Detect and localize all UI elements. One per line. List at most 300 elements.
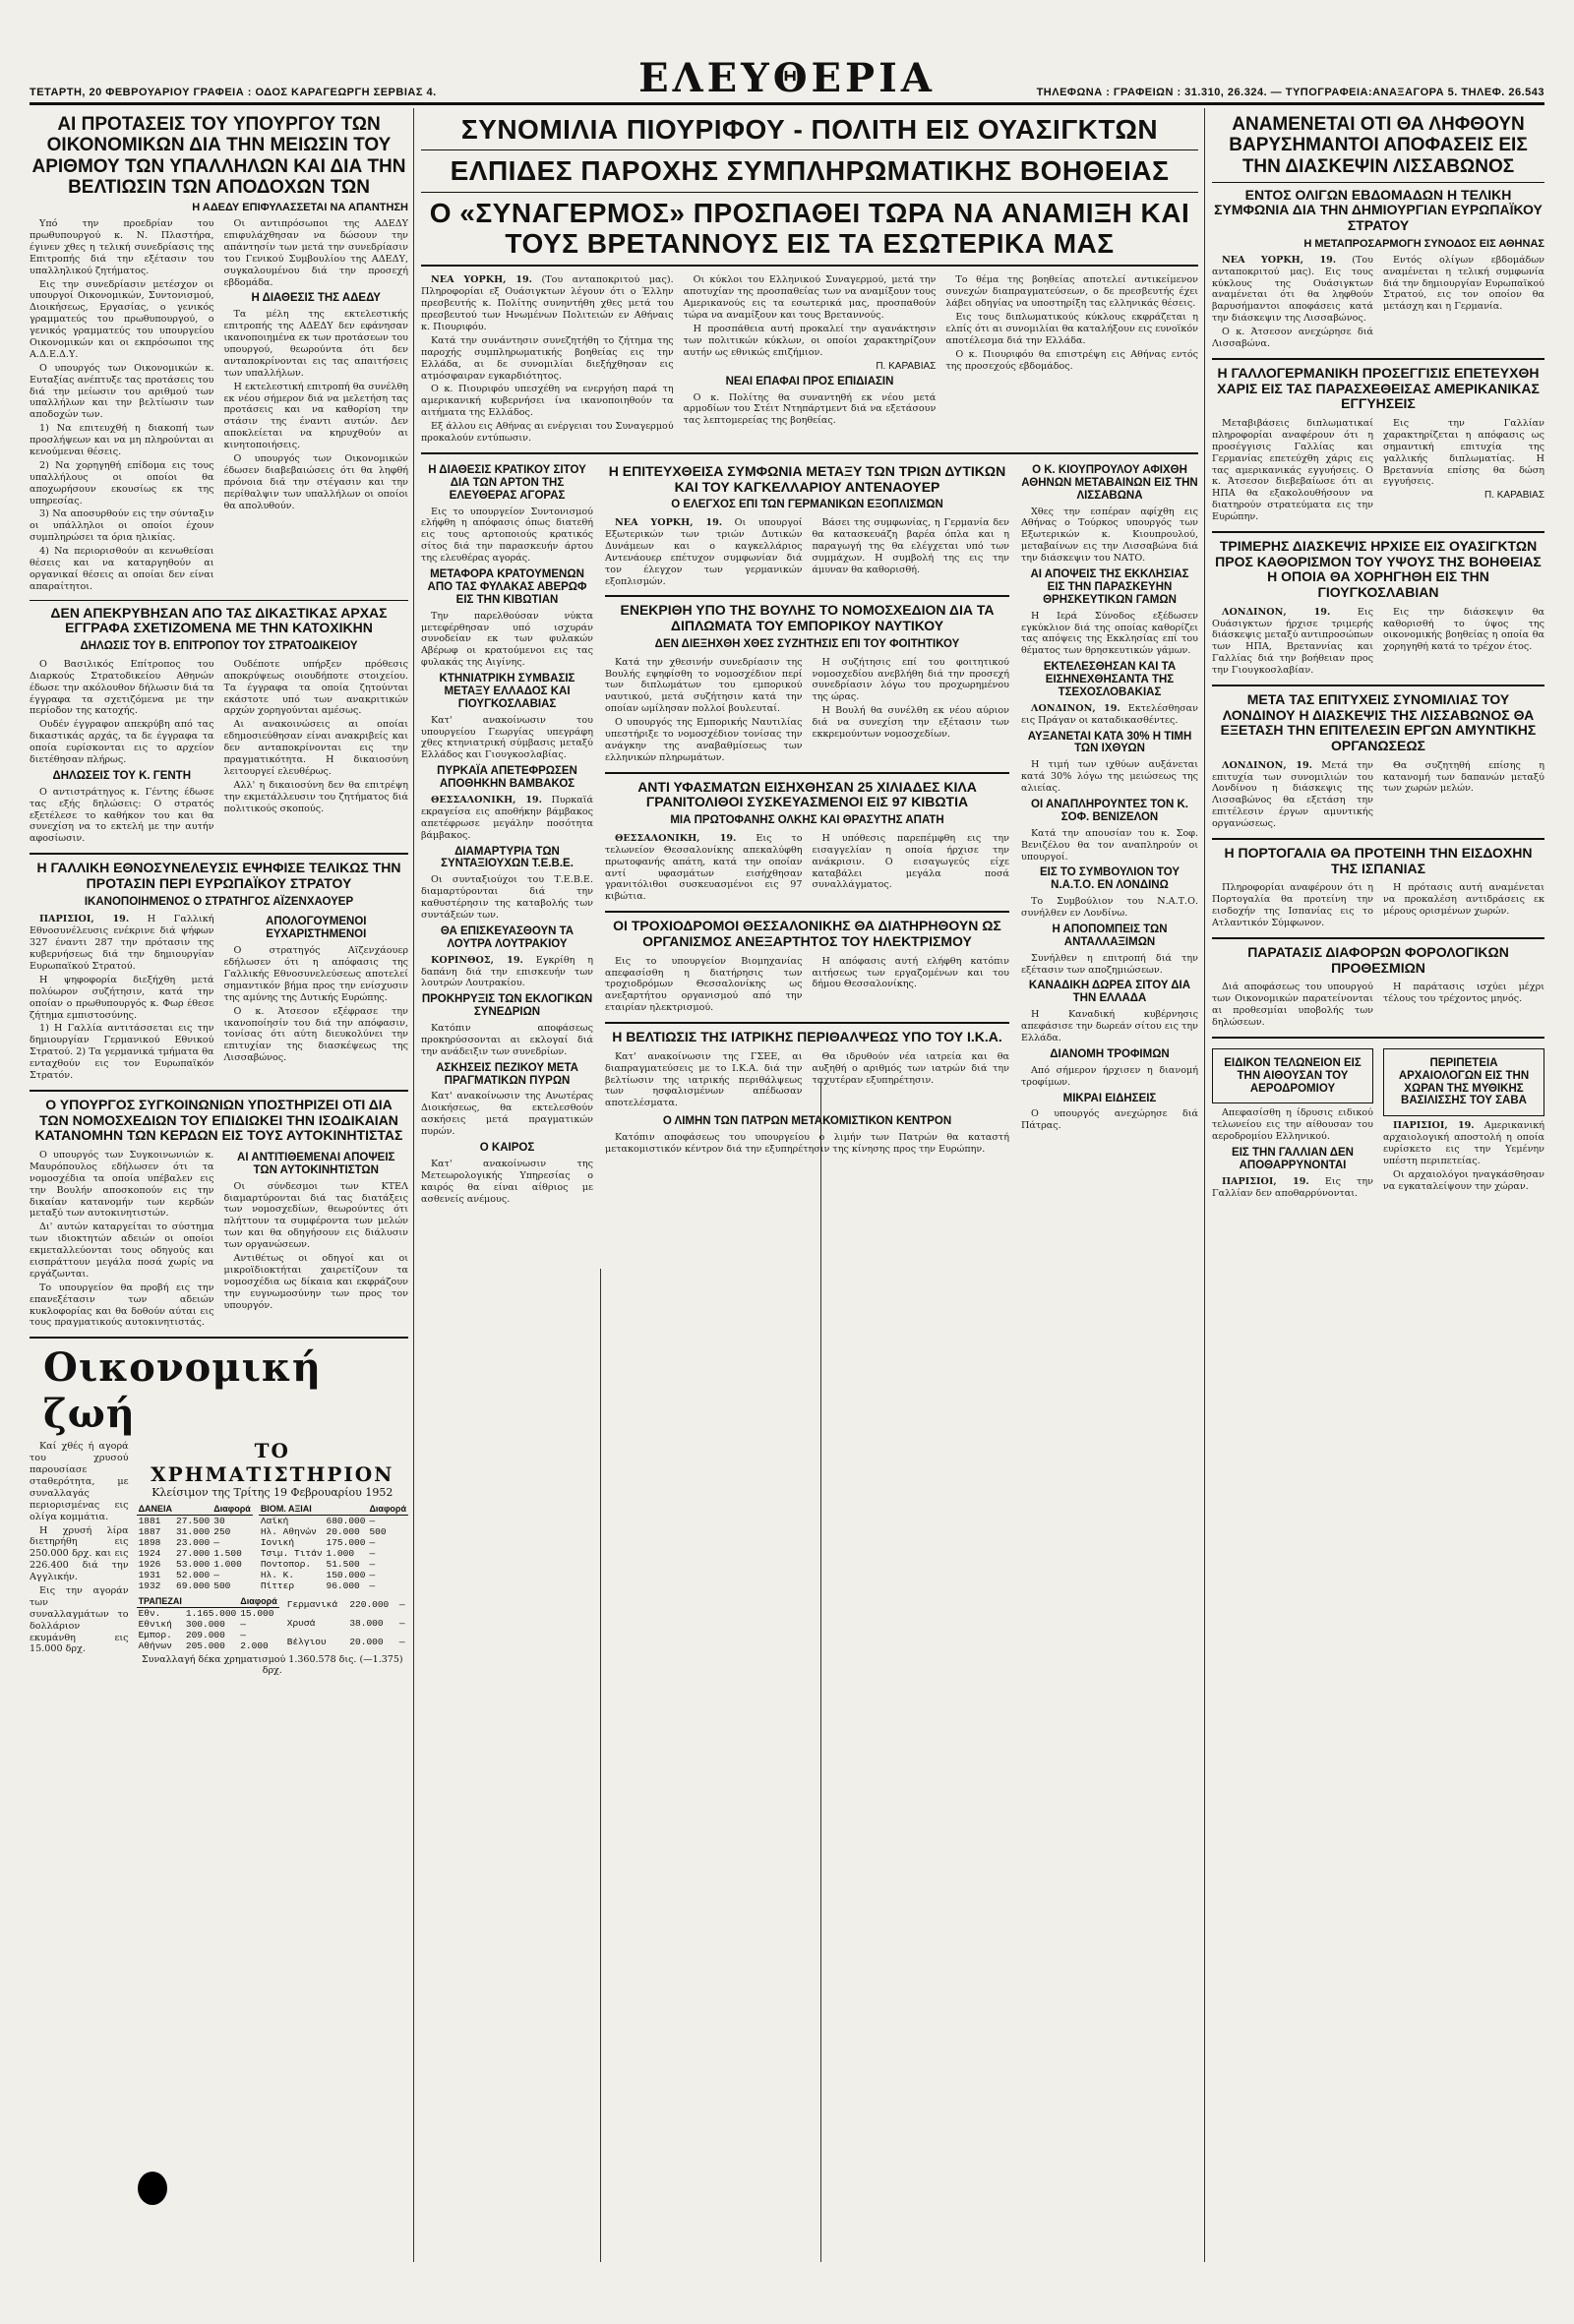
rule [421, 192, 1198, 193]
table-cell: 1932 [138, 1580, 161, 1592]
headline-archives: ΔΕΝ ΑΠΕΚΡΥΒΗΣΑΝ ΑΠΟ ΤΑΣ ΔΙΚΑΣΤΙΚΑΣ ΑΡΧΑΣ ΕΓΓΡΑΦΑ ΣΧΕΤΙΖΟΜΕΝΑ ΜΕ ΤΗΝ ΚΑΤΟΧΙΚΗΝ [50, 604, 388, 636]
paragraph: Ο κ. Άτσεσον εξέφρασε την ικανοποίησίν του διά την απόφασιν, τονίσας ότι αύτη διευκολύνει την επιτυχίαν της διασκέψεως της Λισσαβώνος. [223, 1005, 408, 1064]
column-divider [1204, 108, 1205, 2262]
headline-archaeology: ΠΕΡΙΠΕΤΕΙΑ ΑΡΧΑΙΟΛΟΓΩΝ ΕΙΣ ΤΗΝ ΧΩΡΑΝ ΤΗΣ ΜΥΘΙΚΗΣ ΒΑΣΙΛΙΣΣΗΣ ΤΟΥ ΣΑΒΑ [1398, 1056, 1530, 1107]
paragraph: ΠΑΡΙΣΙΟΙ, 19. Εις την Γαλλίαν δεν αποθαρρύνονται. [1212, 1175, 1373, 1199]
byline-athens: Η ΜΕΤΑΠΡΟΣΑΡΜΟΓΗ ΣΥΝΟΔΟΣ ΕΙΣ ΑΘΗΝΑΣ [1303, 237, 1544, 250]
column-left [30, 110, 408, 2274]
subhead-thanks: ΑΠΟΛΟΓΟΥΜΕΝΟΙ ΕΥΧΑΡΙΣΤΗΜΕΝΟΙ [266, 916, 367, 941]
box-customs [1212, 1048, 1373, 1104]
paragraph: Εις την Γαλλίαν χαρακτηρίζεται η απόφασις ως σημαντική επιτυχία της γαλλικής διπλωματίας. Η Βρεταννία επίσης θα δώση εγγυήσεις. [1383, 417, 1544, 488]
table-cell: 96.000 [326, 1580, 360, 1592]
table-cell: Ποντοπορ. [260, 1559, 312, 1571]
headline-ika: Η ΒΕΛΤΙΩΣΙΣ ΤΗΣ ΙΑΤΡΙΚΗΣ ΠΕΡΙΘΑΛΨΕΩΣ ΥΠΟ ΤΟΥ Ι.Κ.Α. [612, 1029, 1002, 1045]
article-body [30, 1148, 408, 1331]
rule [1212, 182, 1544, 183]
paragraph: Το υπουργείον θα προβή εις την επανεξέτασιν των αδειών κυκλοφορίας και θα δοθούν αύται εις τους πραγματικούς αυτοκινητιστάς. [30, 1281, 214, 1329]
table-cell: 51.500 [326, 1559, 360, 1571]
rule [605, 595, 1009, 597]
article-body [1212, 605, 1544, 679]
headline-repair: ΘΑ ΕΠΙΣΚΕΥΑΣΘΟΥΝ ΤΑ ΛΟΥΤΡΑ ΛΟΥΤΡΑΚΙΟΥ [440, 924, 575, 950]
table-cell: 1.000 [213, 1559, 242, 1571]
banks-table [137, 1595, 279, 1651]
headline-portugal: Η ΠΟΡΤΟΓΑΛΙΑ ΘΑ ΠΡΟΤΕΙΝΗ ΤΗΝ ΕΙΣΔΟΧΗΝ ΤΗΣ ΙΣΠΑΝΙΑΣ [1224, 845, 1533, 876]
paragraph: Θα ιδρυθούν νέα ιατρεία και θα αυξηθή ο αριθμός των ιατρών διά την ταχυτέραν εξυπηρέτησιν. [812, 1050, 1009, 1086]
article-body [605, 954, 1009, 1016]
table-cell: Βέλγιου [286, 1637, 327, 1648]
paragraph: Κατά την απουσίαν του κ. Σοφ. Βενιζέλου θα τον αναπληρούν οι υπουργοί. [1021, 827, 1198, 863]
industry-table [259, 1503, 408, 1591]
ink-blot [138, 2172, 167, 2205]
table-header: ΤΡΑΠΕΖΑΙ [138, 1596, 182, 1607]
headline-weather: Ο ΚΑΙΡΟΣ [479, 1142, 535, 1155]
column-2-lower [421, 460, 593, 1208]
table-cell: — [369, 1548, 376, 1560]
rule [605, 772, 1009, 774]
extra-table [285, 1595, 408, 1651]
paragraph: 2) Να χορηγηθή επίδομα εις τους υπαλλήλους οι οποίοι θα αποχωρήσουν εκουσίως εκ της υπηρεσίας. [30, 459, 214, 507]
signature: Π. ΚΑΡΑΒΙΑΣ [1483, 490, 1544, 502]
paragraph: Απεφασίσθη η ίδρυσις ειδικού τελωνείου εις την αίθουσαν του αεροδρομίου Ελληνικού. [1212, 1107, 1373, 1143]
table-row [137, 1608, 279, 1620]
article-body [605, 515, 1009, 589]
paragraph: Ο υπουργός των Οικονομικών κ. Ευταξίας ανέπτυξε τας προτάσεις του διά την μείωσιν του αριθμού των υπαλλήλων και την βελτίωσιν των αποδοχών των. [30, 362, 214, 421]
subhead-bill: ΔΕΝ ΔΙΕΞΗΧΘΗ ΧΘΕΣ ΣΥΖΗΤΗΣΙΣ ΕΠΙ ΤΟΥ ΦΟΙΤΗΤΙΚΟΥ [654, 637, 960, 650]
headline-trams: ΟΙ ΤΡΟΧΙΟΔΡΟΜΟΙ ΘΕΣΣΑΛΟΝΙΚΗΣ ΘΑ ΔΙΑΤΗΡΗΘΟΥΝ ΩΣ ΟΡΓΑΝΙΣΜΟΣ ΑΝΕΞΑΡΤΗΤΟΣ ΤΟΥ ΗΛΕΚΤΡΙΣΜΟΥ [613, 918, 1001, 949]
paragraph: Κατ' ανακοίνωσιν του υπουργείου Γεωργίας υπεγράφη χθες κτηνιατρική σύμβασις μεταξύ Ελλάδος και Γιουγκοσλαβίας. [421, 714, 593, 761]
table-header [184, 1595, 238, 1608]
headline-news: ΜΙΚΡΑΙ ΕΙΔΗΣΕΙΣ [1062, 1092, 1157, 1104]
paragraph: Δι' αυτών καταργείται το σύστημα των ιδιοκτητών αδειών οι οποίοι εκμεταλλεύονται τους οδηγούς και εισπράττουν μεγάλα ποσά χωρίς να εργάζωνται. [30, 1222, 214, 1280]
rule [605, 911, 1009, 913]
article-body [605, 655, 1009, 766]
headline-church: ΑΙ ΑΠΟΨΕΙΣ ΤΗΣ ΕΚΚΛΗΣΙΑΣ ΕΙΣ ΤΗΝ ΠΑΡΑΣΚΕΥΗΝ ΘΡΗΣΚΕΥΤΙΚΩΝ ΓΑΜΩΝ [1030, 567, 1189, 606]
table-header [325, 1503, 368, 1516]
paragraph: Την παρελθούσαν νύκτα μετεφέρθησαν υπό ισχυράν συνοδείαν εκ των φυλακών Αβέρωφ οι κρατούμενοι εις τας φυλακάς της Αιγίνης. [421, 610, 593, 669]
paragraph: Η συζήτησις επί του φοιτητικού νομοσχεδίου ανεβλήθη διά την προσεχή συνεδρίασιν λόγω του προχωρημένου της ώρας. [812, 656, 1009, 703]
rule [30, 1337, 408, 1339]
paragraph: Οι συνταξιούχοι του Τ.Ε.Β.Ε. διαμαρτύρονται διά την καθυστέρησιν της καταβολής των συντάξεών των. [421, 874, 593, 921]
table-cell: 150.000 [326, 1570, 366, 1581]
subhead-views: ΑΙ ΑΝΤΙΤΙΘΕΜΕΝΑΙ ΑΠΟΨΕΙΣ ΤΩΝ ΑΥΤΟΚΙΝΗΤΙΣΤΩΝ [237, 1151, 395, 1176]
headline-synagermos: Ο «ΣΥΝΑΓΕΡΜΟΣ» ΠΡΟΣΠΑΘΕΙ ΤΩΡΑ ΝΑ ΑΝΑΜΙΞΗ ΚΑΙ ΤΟΥΣ ΒΡΕΤΑΝΝΟΥΣ ΕΙΣ ΤΑ ΕΣΩΤΕΡΙΚΑ ΜΑΣ [429, 197, 1190, 260]
table-cell: 680.000 [326, 1516, 366, 1527]
paragraph: Κατόπιν αποφάσεως προκηρύσσονται αι εκλογαί διά την ανάδειξιν των συνεδρίων. [421, 1023, 593, 1057]
table-header [174, 1503, 212, 1516]
table-header: ΔΑΝΕΙΑ [138, 1504, 173, 1515]
table-row [259, 1580, 408, 1591]
headline-transport-minister: Ο ΥΠΟΥΡΓΟΣ ΣΥΓΚΟΙΝΩΝΙΩΝ ΥΠΟΣΤΗΡΙΖΕΙ ΟΤΙ ΔΙΑ ΤΩΝ ΝΟΜΟΣΧΕΔΙΩΝ ΤΟΥ ΕΠΙΔΙΩΚΕΙ ΤΗΝ ΙΣΟΔΙΚΑΙΑΝ ΚΑΤΑΝΟΜΗΝ ΤΩΝ ΚΕΡΔΩΝ ΕΙΣ ΤΟΥΣ ΑΥΤΟΚΙΝΗΤΙΣΤΑΣ [34, 1096, 403, 1144]
table-cell: 27.500 [176, 1516, 211, 1527]
paragraph: 4) Να περιορισθούν αι κενωθείσαι θέσεις και να καταργηθούν αι οργανικαί θέσεις αι οποίαι δεν είναι απαραίτητοι. [30, 546, 214, 592]
headline-execution: ΕΚΤΕΛΕΣΘΗΣΑΝ ΚΑΙ ΤΑ ΕΙΣΗΝΕΧΘΗΣΑΝΤΑ ΤΗΣ ΤΣΕΧΟΣΛΟΒΑΚΙΑΣ [1043, 661, 1177, 698]
table-header: Διαφορά [213, 1504, 251, 1515]
table-cell: — [213, 1537, 219, 1549]
paragraph: Κατ' ανακοίνωσιν της Μετεωρολογικής Υπηρεσίας ο καιρός θα είναι αίθριος με ασθενείς ανέμους. [421, 1158, 593, 1205]
article-body [1212, 416, 1544, 525]
paragraph: Ο κ. Άτσεσον ανεχώρησε διά Λισσαβώνα. [1212, 327, 1373, 350]
lead-article [421, 272, 1198, 446]
paragraph: Η Καναδική κυβέρνησις απεφάσισε την δωρεάν σίτου εις την Ελλάδα. [1021, 1009, 1198, 1044]
table-cell: 30 [213, 1516, 225, 1527]
article-body [30, 912, 408, 1083]
table-cell: Τσιμ. Τιτάν [260, 1548, 323, 1560]
table-cell: 2.000 [240, 1640, 269, 1652]
headline-tripartite: ΤΡΙΜΕΡΗΣ ΔΙΑΣΚΕΨΙΣ ΗΡΧΙΣΕ ΕΙΣ ΟΥΑΣΙΓΚΤΩΝ ΠΡΟΣ ΚΑΘΟΡΙΣΜΟΝ ΤΟΥ ΥΨΟΥΣ ΤΗΣ ΒΟΗΘΕΙΑΣ Η ΟΠΟΙΑ ΘΑ ΧΟΡΗΓΗΘΗ ΕΙΣ ΤΗΝ ΓΙΟΥΓΚΟΣΛΑΒΙΑΝ [1215, 537, 1542, 600]
table-cell: 1926 [138, 1559, 161, 1571]
paragraph: Ο υπουργός των Συγκοινωνιών κ. Μαυρόπουλος εδήλωσεν ότι τα νομοσχέδια τα οποία υπέβαλεν εις την Βουλήν αποσκοπούν εις την δικαίαν κατανομήν των κερδών μεταξύ των αυτοκινητιστών. [30, 1149, 214, 1220]
paragraph: Ο κ. Πιουριφόυ υπεσχέθη να ενεργήση παρά τη αμερικανική κυβερνήσει ίνα ικανοποιηθούν τα αιτήματα της Ελλάδος. [421, 384, 674, 419]
loans-rows [137, 1516, 253, 1592]
table-cell: — [369, 1559, 376, 1571]
rule [421, 265, 1198, 267]
paragraph: Ο στρατηγός Αϊζενχάουερ εδήλωσεν ότι η απόφασις της Γαλλικής Εθνοσυνελεύσεως αποτελεί σημαντικόν βήμα προς την ενίσχυσιν της αμύνης της Δυτικής Ευρώπης. [223, 945, 408, 1003]
date-line: ΤΕΤΑΡΤΗ, 20 ΦΕΒΡΟΥΑΡΙΟΥ ΓΡΑΦΕΙΑ : ΟΔΟΣ ΚΑΡΑΓΕΩΡΓΗ ΣΕΡΒΙΑΣ 4. [30, 87, 437, 98]
headline-kiouprouli: Ο Κ. ΚΙΟΥΠΡΟΥΛΟΥ ΑΦΙΧΘΗ ΑΘΗΝΩΝ ΜΕΤΑΒΑΙΝΩΝ ΕΙΣ ΤΗΝ ΛΙΣΣΑΒΩΝΑ [1021, 463, 1198, 502]
paragraph: Κατά την συνάντησιν συνεζητήθη το ζήτημα της παροχής συμπληρωματικής βοηθείας εις την Ελλάδα, αι δε συνομιλίαι διεξήχθησαν εις ατμόσφαιραν εγκαρδιότητος. [421, 334, 674, 382]
table-row [259, 1516, 408, 1527]
table-cell: 1887 [138, 1526, 161, 1538]
headline-wheat: ΚΑΝΑΔΙΚΗ ΔΩΡΕΑ ΣΙΤΟΥ ΔΙΑ ΤΗΝ ΕΛΛΑΔΑ [1028, 980, 1191, 1005]
table-cell: — [213, 1570, 219, 1581]
paragraph: Αλλ' η δικαιοσύνη δεν θα επιτρέψη την εκμετάλλευσιν του ζητήματος διά πολιτικούς σκοπούς. [223, 779, 408, 814]
paragraph: ΛΟΝΔΙΝΟΝ, 19. Εις Ουάσιγκτων ήρχισε τριμερής διάσκεψις μεταξύ αντιπροσώπων των ΗΠΑ, Βρεταννίας και Γαλλίας διά την βοήθειαν προς την Γιουγκοσλαβίαν. [1212, 606, 1373, 677]
table-cell: Εθνική [138, 1619, 172, 1631]
table-cell: 31.000 [176, 1526, 211, 1538]
paragraph: ΘΕΣΣΑΛΟΝΙΚΗ, 19. Πυρκαϊά εκραγείσα εις αποθήκην βάμβακος απετέφρωσε μεγάλην ποσότητα βάμβακος. [421, 795, 593, 841]
paragraph: Ο κ. Πολίτης θα συναντηθή εκ νέου μετά αρμοδίων του Στέιτ Ντηπάρτμεντ διά να εξετάσουν τας λεπτομερείας της βοηθείας. [683, 391, 937, 427]
paragraph: ΠΑΡΙΣΙΟΙ, 19. Αμερικανική αρχαιολογική αποστολή η οποία ευρίσκετο εις την Υεμένην υπέστη περιπετείας. [1383, 1120, 1544, 1167]
stock-market-box [137, 1439, 408, 1676]
header-rule [30, 102, 1544, 105]
paragraph: Καί χθές ή αγορά του χρυσού παρουσίασε σταθερότητα, με συναλλαγάς περιορισμένας εις ολίγα κομμάτια. [30, 1441, 129, 1522]
article-body [1212, 980, 1544, 1031]
table-row [137, 1570, 253, 1580]
extra-rows [285, 1595, 408, 1651]
paragraph: Οι κύκλοι του Ελληνικού Συναγερμού, μετά την αποτυχίαν της προσπαθείας των να αναμίξουν τους Αμερικανούς εις τα εσωτερικά μας, προσπαθούν τώρα να αναμίξουν και τους Βρεταννούς. [683, 274, 937, 322]
headline-fish: ΑΥΞΑΝΕΤΑΙ ΚΑΤΑ 30% Η ΤΙΜΗ ΤΩΝ ΙΧΘΥΩΝ [1027, 730, 1192, 755]
table-row [259, 1526, 408, 1537]
table-cell: Εμπορ. [138, 1630, 172, 1641]
table-cell: 23.000 [176, 1537, 211, 1549]
table-cell: 175.000 [326, 1537, 366, 1549]
table-cell: Πίττερ [260, 1580, 295, 1592]
table-cell: Ιονική [260, 1537, 295, 1549]
table-cell: 38.000 [349, 1618, 384, 1630]
paragraph: Από σήμερον ήρχισεν η διανομή τροφίμων. [1021, 1064, 1198, 1088]
column-4 [1021, 460, 1198, 1208]
paragraph: Εις την αγοράν των συναλλαγμάτων το δολλάριον εκυμάνθη εις 15.000 δρχ. [30, 1584, 129, 1655]
table-cell: 20.000 [349, 1637, 384, 1648]
table-cell: 53.000 [176, 1559, 211, 1571]
paragraph: Πληροφορίαι αναφέρουν ότι η Πορτογαλία θα προτείνη την εισδοχήν της Ισπανίας εις το Ατλαντικόν Σύμφωνον. [1212, 882, 1373, 929]
paragraph: Ο αντιστράτηγος κ. Γέντης έδωσε τας εξής δηλώσεις: Ο στρατός εξετέλεσε το καθήκον του και θα συνεχίση να το εκτελή με την αυτήν αφοσίωσιν. [30, 786, 214, 845]
paragraph: Αι ανακοινώσεις αι οποίαι εδημοσιεύθησαν είναι ανακριβείς και δεν ανταποκρίνονται εις την πραγματικότητα. Η δικαιοσύνη λειτουργεί ελευθέρως. [223, 719, 408, 777]
table-cell: 1.500 [213, 1548, 242, 1560]
paragraph: Ουδέποτε υπήρξεν πρόθεσις αποκρύψεως οιουδήποτε στοιχείου. Τα έγγραφα τα οποία ζητούνται εκάστοτε υπό των ανακριτικών αρχών χορηγούνται αμέσως. [223, 658, 408, 717]
headline-food: ΔΙΑΝΟΜΗ ΤΡΟΦΙΜΩΝ [1050, 1047, 1170, 1060]
headline-fire: ΠΥΡΚΑΪΑ ΑΠΕΤΕΦΡΩΣΕΝ ΑΠΟΘΗΚΗΝ ΒΑΜΒΑΚΟΣ [437, 765, 577, 791]
table-row [137, 1619, 279, 1630]
table-cell: 27.000 [176, 1548, 211, 1560]
table-cell: Ηλ. Κ. [260, 1570, 295, 1581]
loans-table [137, 1503, 253, 1591]
table-row [285, 1614, 408, 1633]
table-row [285, 1595, 408, 1614]
table-cell: — [369, 1580, 376, 1592]
headline-aid: ΕΛΠΙΔΕΣ ΠΑΡΟΧΗΣ ΣΥΜΠΛΗΡΩΜΑΤΙΚΗΣ ΒΟΗΘΕΙΑΣ [450, 155, 1170, 187]
economy-section [30, 1439, 408, 1676]
table-cell: — [398, 1599, 405, 1611]
paragraph: ΛΟΝΔΙΝΟΝ, 19. Εκτελέσθησαν εις Πράγαν οι καταδικασθέντες. [1021, 702, 1198, 726]
table-cell: — [398, 1618, 405, 1630]
paragraph: Η χρυσή λίρα διετηρήθη εις 250.000 δρχ. και εις 226.400 διά την Αγγλικήν. [30, 1524, 129, 1583]
paragraph: Διά αποφάσεως του υπουργού των Οικονομικών παρατείνονται αι προθεσμίαι υποβολής των δηλώσεων. [1212, 982, 1373, 1028]
rule [1212, 358, 1544, 360]
paragraph: Ο υπουργός της Εμπορικής Ναυτιλίας υπεστήριξε το νομοσχέδιον τονίσας την ανάγκην της αναβαθμίσεως των ελληνικών πληρωμάτων. [605, 717, 803, 763]
paragraph: Εις την συνεδρίασιν μετέσχον οι υπουργοί Οικονομικών, Συντονισμού, Διοικήσεως, Εργασίας, ο γενικός γραμματεύς του πρωθυπουργού, ο γενικός γραμματεύς του υπουργείου Οικονομικών και οι εκπρόσωποι της Α.Δ.Ε.Δ.Υ. [30, 278, 214, 360]
table-cell: 1.165.000 [185, 1608, 237, 1620]
rule [1212, 937, 1544, 939]
lower-center [421, 460, 1198, 1208]
paragraph: Η παράτασις ισχύει μέχρι τέλους του τρέχοντος μηνός. [1383, 982, 1544, 1005]
paragraph: Κατά την χθεσινήν συνεδρίασιν της Βουλής εψηφίσθη το νομοσχέδιον περί των διπλωμάτων του εμπορικού ναυτικού, μετά συζήτησιν κατά την οποίαν ωμίλησαν πολλοί βουλευταί. [605, 656, 803, 715]
headline-elections: ΠΡΟΚΗΡΥΞΙΣ ΤΩΝ ΕΚΛΟΓΙΚΩΝ ΣΥΝΕΔΡΙΩΝ [421, 993, 593, 1019]
paragraph: Εντός ολίγων εβδομάδων αναμένεται η τελική συμφωνία διά την δημιουργίαν Ευρωπαϊκού Στρατού, εις τον οποίον θα μετάσχη και η Γερμανία. [1383, 254, 1544, 313]
headline-transfer: ΜΕΤΑΦΟΡΑ ΚΡΑΤΟΥΜΕΝΩΝ ΑΠΟ ΤΑΣ ΦΥΛΑΚΑΣ ΑΒΕΡΩΦ ΕΙΣ ΤΗΝ ΚΙΒΩΤΙΑΝ [427, 567, 587, 606]
headline-grain: Η ΔΙΑΘΕΣΙΣ ΚΡΑΤΙΚΟΥ ΣΙΤΟΥ ΔΙΑ ΤΩΝ ΑΡΤΟΝ ΤΗΣ ΕΛΕΥΘΕΡΑΣ ΑΓΟΡΑΣ [428, 463, 586, 502]
subhead-gentis: ΔΗΛΩΣΕΙΣ ΤΟΥ Κ. ΓΕΝΤΗ [52, 769, 192, 782]
subhead-new-contacts: ΝΕΑΙ ΕΠΑΦΑΙ ΠΡΟΣ ΕΠΙΔΙΑΣΙΝ [725, 375, 894, 387]
paragraph: 3) Να αποσυρθούν εις την σύνταξιν οι υπάλληλοι οι οποίοι έχουν συμπληρώσει τα όρια ηλικίας. [30, 508, 214, 544]
economy-title: Οικονομική ζωή [43, 1344, 322, 1438]
headline-agreement: Η ΕΠΙΤΕΥΧΘΕΙΣΑ ΣΥΜΦΩΝΙΑ ΜΕΤΑΞΥ ΤΩΝ ΤΡΙΩΝ ΔΥΤΙΚΩΝ ΚΑΙ ΤΟΥ ΚΑΓΚΕΛΛΑΡΙΟΥ ΑΝΤΕΝΑΟΥΕΡ [608, 462, 1006, 495]
table-cell: Χρυσά [286, 1618, 316, 1630]
paragraph: Κατόπιν αποφάσεως του υπουργείου ο λιμήν των Πατρών θα καταστή μετακομιστικόν κέντρον διά την εξυπηρέτησιν της κίνησης προς την Ευρώπην. [605, 1132, 1009, 1155]
table-cell: 1931 [138, 1570, 161, 1581]
table-row [259, 1537, 408, 1548]
paragraph: Εις το υπουργείον Συντονισμού ελήφθη η απόφασις όπως διατεθή εις τους αρτοποιούς κρατικός σίτος διά την παρασκευήν άρτου της ελευθέρας αγοράς. [421, 506, 593, 565]
table-cell: — [369, 1570, 376, 1581]
headline-french-assembly: Η ΓΑΛΛΙΚΗ ΕΘΝΟΣΥΝΕΛΕΥΣΙΣ ΕΨΗΦΙΣΕ ΤΕΛΙΚΩΣ ΤΗΝ ΠΡΟΤΑΣΙΝ ΠΕΡΙ ΕΥΡΩΠΑΪΚΟΥ ΣΤΡΑΤΟΥ [36, 860, 401, 891]
headline-london-talks: ΜΕΤΑ ΤΑΣ ΕΠΙΤΥΧΕΙΣ ΣΥΝΟΜΙΛΙΑΣ ΤΟΥ ΛΟΝΔΙΝΟΥ Η ΔΙΑΣΚΕΨΙΣ ΤΗΣ ΛΙΣΣΑΒΩΝΟΣ ΘΑ ΕΞΕΤΑΣΗ ΤΗΝ ΕΠΙΤΕΛΕΣΙΝ ΕΡΓΩΝ ΑΜΥΝΤΙΚΗΣ ΟΡΓΑΝΩΣΕΩΣ [1220, 691, 1537, 754]
table-cell: — [240, 1619, 246, 1631]
paragraph: ΝΕΑ ΥΟΡΚΗ, 19. (Του ανταποκριτού μας). Εις τους κύκλους της Ουάσιγκτων αναμένεται ότι θα ληφθούν βαρυσήμαντοι αποφάσεις κατά την διάσκεψιν της Λισσαβώνος. [1212, 254, 1373, 325]
paragraph: Η τιμή των ιχθύων αυξάνεται κατά 30% λόγω της μειώσεως της αλιείας. [1021, 759, 1198, 795]
rule [30, 1090, 408, 1092]
paragraph: Ο Βασιλικός Επίτροπος του Διαρκούς Στρατοδικείου Αθηνών έδωσε την ακόλουθον δήλωσιν διά τα έγγραφα τα σχετιζόμενα με την περίοδον της κατοχής. [30, 658, 214, 717]
table-row [137, 1559, 253, 1570]
subhead-agreement: Ο ΕΛΕΓΧΟΣ ΕΠΙ ΤΩΝ ΓΕΡΜΑΝΙΚΩΝ ΕΞΟΠΛΙΣΜΩΝ [671, 499, 943, 511]
headline-patra: Ο ΛΙΜΗΝ ΤΩΝ ΠΑΤΡΩΝ ΜΕΤΑΚΟΜΙΣΤΙΚΟΝ ΚΕΝΤΡΟΝ [662, 1115, 952, 1128]
paragraph: Εις το υπουργείον Βιομηχανίας απεφασίσθη η διατήρησις των τροχιοδρόμων Θεσσαλονίκης ως ανεξαρτήτου οργανισμού από την εταιρίαν ηλεκτρισμού. [605, 955, 803, 1014]
paragraph: Μεταβιβάσεις διπλωματικαί πληροφορίαι αναφέρουν ότι η προσέγγισις Γαλλίας και Γερμανίας επετεύχθη χάρις εις τας αμερικανικάς εγγυήσεις. Ο κ. Άτσεσον διεβεβαίωσε ότι αι ΗΠΑ θα εξακολουθήσουν να διατηρούν στρατεύματα εις την Ευρώπην. [1212, 417, 1373, 523]
paragraph: Οι αρχαιολόγοι ηναγκάσθησαν να εγκαταλείψουν την χώραν. [1383, 1168, 1544, 1192]
subhead-fraud: ΜΙΑ ΠΡΩΤΟΦΑΝΗΣ ΟΛΚΗΣ ΚΑΙ ΘΡΑΣΥΤΗΣ ΑΠΑΤΗ [670, 814, 944, 827]
table-row [137, 1526, 253, 1537]
paragraph: Το Συμβούλιον του Ν.Α.Τ.Ο. συνήλθεν εν Λονδίνω. [1021, 896, 1198, 920]
phones-line: ΤΗΛΕΦΩΝΑ : ΓΡΑΦΕΙΩΝ : 31.310, 26.324. — ΤΥΠΟΓΡΑΦΕΙΑ:ΑΝΑΞΑΓΟΡΑ 5. ΤΗΛΕΦ. 26.543 [1036, 87, 1544, 98]
table-row [259, 1570, 408, 1580]
article-body [30, 657, 408, 847]
bottom-boxes [1212, 1044, 1544, 1202]
paragraph: Η εκτελεστική επιτροπή θα συνέλθη εκ νέου σήμερον διά να μελετήση τας προτάσεις και να καθορίση την στάσιν της έναντι αυτών. Δεν αποκλείεται να κηρυχθούν αι κινητοποιήσεις. [223, 381, 408, 451]
headline-fisheries: ΚΤΗΝΙΑΤΡΙΚΗ ΣΥΜΒΑΣΙΣ ΜΕΤΑΞΥ ΕΛΛΑΔΟΣ ΚΑΙ ΓΙΟΥΓΚΟΣΛΑΒΙΑΣ [439, 673, 575, 710]
paragraph: Θα συζητηθή επίσης η κατανομή των δαπανών μεταξύ των χωρών μελών. [1383, 759, 1544, 795]
headline-nato: ΕΙΣ ΤΟ ΣΥΜΒΟΥΛΙΟΝ ΤΟΥ Ν.Α.Τ.Ο. ΕΝ ΛΟΝΔΙΝΩ [1039, 866, 1180, 892]
table-cell: — [398, 1637, 405, 1648]
table-cell: 205.000 [185, 1640, 225, 1652]
subhead-eisenhower: ΙΚΑΝΟΠΟΙΗΜΕΝΟΣ Ο ΣΤΡΑΤΗΓΟΣ ΑΪΖΕΝΧΑΟΥΕΡ [84, 895, 354, 908]
paragraph: Οι σύνδεσμοι των ΚΤΕΛ διαμαρτύρονται διά τας διατάξεις των νομοσχεδίων, θεωρούντες ότι πλήττουν τα συμφέροντα των μελών των και θα οδηγήσουν εις διάλυσιν των οργανώσεων. [223, 1180, 408, 1251]
table-cell: 500 [213, 1580, 231, 1592]
table-row [137, 1580, 253, 1591]
subhead-adedy-mood: Η ΔΙΑΘΕΣΙΣ ΤΗΣ ΑΔΕΔΥ [251, 292, 381, 305]
dateline: ΝΕΑ ΥΟΡΚΗ, 19. [1222, 254, 1337, 266]
box-archaeology [1383, 1048, 1544, 1117]
banks-rows [137, 1608, 279, 1652]
article-body [1212, 253, 1544, 352]
dateline: ΝΕΑ ΥΟΡΚΗ, 19. [431, 274, 532, 286]
table-row [137, 1548, 253, 1559]
column-divider [413, 108, 414, 2262]
article-body [30, 216, 408, 595]
subhead-archives: ΔΗΛΩΣΙΣ ΤΟΥ Β. ΕΠΙΤΡΟΠΟΥ ΤΟΥ ΣΤΡΑΤΟΔΙΚΕΙΟΥ [80, 640, 358, 653]
paragraph: Ο υπουργός των Οικονομικών έδωσεν διαβεβαιώσεις ότι θα ληφθή πρόνοια διά την στέγασιν και την περίθαλψιν των υπαλλήλων οι οποίοι θα απολυθούν. [223, 452, 408, 511]
table-cell: 1.000 [326, 1548, 355, 1560]
subhead-adedy: Η ΑΔΕΔΥ ΕΠΙΦΥΛΑΣΣΕΤΑΙ ΝΑ ΑΠΑΝΤΗΣΗ [192, 202, 408, 214]
table-row [137, 1516, 253, 1527]
headline-european-army: ΕΝΤΟΣ ΟΛΙΓΩΝ ΕΒΔΟΜΑΔΩΝ Η ΤΕΛΙΚΗ ΣΥΜΦΩΝΙΑ ΔΙΑ ΤΗΝ ΔΗΜΙΟΥΡΓΙΑΝ ΕΥΡΩΠΑΪΚΟΥ ΣΤΡΑΤΟΥ [1214, 186, 1543, 234]
column-right [1212, 110, 1544, 2274]
table-cell: — [240, 1630, 246, 1641]
table-row [259, 1548, 408, 1559]
article-body [605, 831, 1009, 905]
headline-ministry-proposals: ΑΙ ΠΡΟΤΑΣΕΙΣ ΤΟΥ ΥΠΟΥΡΓΟΥ ΤΩΝ ΟΙΚΟΝΟΜΙΚΩΝ ΔΙΑ ΤΗΝ ΜΕΙΩΣΙΝ ΤΟΥ ΑΡΙΘΜΟΥ ΤΩΝ ΥΠΑΛΛΗΛΩΝ ΚΑΙ ΔΙΑ ΤΗΝ ΒΕΛΤΙΩΣΙΝ ΤΩΝ ΑΠΟΔΟΧΩΝ ΤΩΝ [31, 114, 406, 198]
paragraph: Κατ' ανακοίνωσιν της ΓΣΕΕ, αι διαπραγματεύσεις με το Ι.Κ.Α. διά την βελτίωσιν της ιατρικής περιθάλψεως των ησφαλισμένων απέδωσαν αποτελέσματα. [605, 1050, 803, 1109]
table-cell: 15.000 [240, 1608, 274, 1620]
table-cell: Γερμανικά [286, 1599, 338, 1611]
column-center [421, 110, 1198, 2274]
headline-tax: ΠΑΡΑΤΑΣΙΣ ΔΙΑΦΟΡΩΝ ΦΟΡΟΛΟΓΙΚΩΝ ΠΡΟΘΕΣΜΙΩΝ [1247, 943, 1509, 976]
table-cell: 1924 [138, 1548, 161, 1560]
paragraph: Η Βουλή θα συνέλθη εκ νέου αύριον διά να συνεχίση την εξέτασιν των εκκρεμούντων νομοσχεδίων. [812, 705, 1009, 741]
headline-protest: ΔΙΑΜΑΡΤΥΡΙΑ ΤΩΝ ΣΥΝΤΑΞΙΟΥΧΩΝ Τ.Ε.Β.Ε. [441, 845, 574, 870]
table-cell: 300.000 [185, 1619, 225, 1631]
table-row [259, 1559, 408, 1570]
paragraph: Βάσει της συμφωνίας, η Γερμανία δεν θα κατασκευάζη βαρέα όπλα και η παραγωγή της θα ελέγχεται υπό των συμμάχων. Η συμβολή της εις την άμυναν θα καθορισθή. [812, 517, 1009, 575]
rule [30, 853, 408, 855]
headline-fraud: ΑΝΤΙ ΥΦΑΣΜΑΤΩΝ ΕΙΣΗΧΘΗΣΑΝ 25 ΧΙΛΙΑΔΕΣ ΚΙΛΑ ΓΡΑΝΙΤΟΛΙΘΟΙ ΣΥΣΚΕΥΑΣΜΕΝΟΙ ΕΙΣ 97 ΚΙΒΩΤΙΑ [637, 778, 977, 810]
paragraph: Η προσπάθεια αυτή προκαλεί την αγανάκτησιν των πολιτικών κύκλων, οι οποίοι χαρακτηρίζουν αυτήν ως εθνικώς επιζήμιον. [683, 324, 937, 358]
paragraph: Αντιθέτως οι οδηγοί και οι μικροϊδιοκτήται χαιρετίζουν τα νομοσχέδια ως δίκαια και εκφράζουν την ευγνωμοσύνην των προς τον υπουργόν. [223, 1253, 408, 1311]
industry-rows [259, 1516, 408, 1592]
table-cell: 1898 [138, 1537, 161, 1549]
paragraph: Κατ' ανακοίνωσιν της Ανωτέρας Διοικήσεως, θα εκτελεσθούν ασκήσεις μετά πραγματικών πυρών. [421, 1091, 593, 1138]
paragraph: Η ψηφοφορία διεξήχθη μετά πολύωρον συζήτησιν, κατά την οποίαν ο πρωθυπουργός κ. Φωρ έθεσε ζήτημα εμπιστοσύνης. [30, 974, 214, 1021]
article-body [605, 1049, 1009, 1111]
table-cell: 220.000 [349, 1599, 390, 1611]
paragraph: Εις τους διπλωματικούς κύκλους εκφράζεται η ελπίς ότι αι συνομιλίαι θα καταλήξουν εις ευνοϊκόν αποτέλεσμα διά την Ελλάδα. [945, 312, 1198, 346]
rule [1212, 531, 1544, 533]
table-header: ΒΙΟΜ. ΑΞΙΑΙ [259, 1503, 325, 1516]
table-cell: Εθν. [138, 1608, 161, 1620]
market-footnote: Συναλλαγή δέκα χρηματισμού 1.360.578 δις. (—1.375) δρχ. [141, 1654, 403, 1677]
article-body [1212, 880, 1544, 931]
table-cell: — [369, 1516, 376, 1527]
paragraph: Χθες την εσπέραν αφίχθη εις Αθήνας ο Τούρκος υπουργός των Εξωτερικών κ. Κιουπρουλού, μεταβαίνων εις την Λισσαβώνα διά την διάσκεψιν του ΝΑΤΟ. [1021, 506, 1198, 565]
headline-customs: ΕΙΔΙΚΟΝ ΤΕΛΩΝΕΙΟΝ ΕΙΣ ΤΗΝ ΑΙΘΟΥΣΑΝ ΤΟΥ ΑΕΡΟΔΡΟΜΙΟΥ [1224, 1056, 1362, 1095]
table-cell: 20.000 [326, 1526, 360, 1538]
table-cell: 209.000 [185, 1630, 225, 1641]
paragraph: ΛΟΝΔΙΝΟΝ, 19. Μετά την επιτυχία των συνομιλιών του Λονδίνου η διάσκεψις της Λισσαβώνος θα εξετάση την επιτέλεσιν έργων αμυντικής οργανώσεως. [1212, 759, 1373, 830]
table-cell: Ηλ. Αθηνών [260, 1526, 317, 1538]
paragraph: ΠΑΡΙΣΙΟΙ, 19. Η Γαλλική Εθνοσυνέλευσις ενέκρινε διά ψήφων 327 έναντι 287 την πρότασιν της κυβερνήσεως διά την δημιουργίαν Ευρωπαϊκού Στρατού. [30, 914, 214, 973]
headline-peurifoy: ΣΥΝΟΜΙΛΙΑ ΠΙΟΥΡΙΦΟΥ - ΠΟΛΙΤΗ ΕΙΣ ΟΥΑΣΙΓΚΤΩΝ [460, 114, 1159, 145]
paragraph: ΘΕΣΣΑΛΟΝΙΚΗ, 19. Εις το τελωνείον Θεσσαλονίκης απεκαλύφθη πρωτοφανής απάτη, κατά την οποίαν αντί υφασμάτων εισήχθησαν γρανιτόλιθοι συσκευασμένοι εις 97 κιβώτια. [605, 832, 803, 903]
table-cell: Λαϊκή [260, 1516, 289, 1527]
paragraph: Εις την διάσκεψιν θα καθορισθή το ύψος της οικονομικής βοηθείας η οποία θα χορηγηθή κατά το τρέχον έτος. [1383, 606, 1544, 653]
rule [30, 600, 408, 601]
rule [421, 452, 1198, 454]
paragraph: Τα μέλη της εκτελεστικής επιτροπής της ΑΔΕΔΥ δεν εφάνησαν ικανοποιημένα εκ των προτάσεων του υπουργού, θεωρούντα ότι δεν ανταποκρίνονται εις τας απαιτήσεις των υπαλλήλων. [223, 309, 408, 379]
paragraph: ΝΕΑ ΥΟΡΚΗ, 19. (Του ανταποκριτού μας). Πληροφορίαι εξ Ουάσιγκτων λέγουν ότι ο Έλλην πρεσβευτής κ. Πολίτης συνηντήθη χθες μετά του πρεσβευτού των Ηνωμένων Πολιτειών εν Αθήναις κ. Πιουριφόυ. [421, 274, 674, 332]
headline-exercises: ΑΣΚΗΣΕΙΣ ΠΕΖΙΚΟΥ ΜΕΤΑ ΠΡΑΓΜΑΤΙΚΩΝ ΠΥΡΩΝ [436, 1061, 578, 1087]
signature: Π. ΚΑΡΑΒΙΑΣ [876, 360, 937, 372]
table-row [285, 1633, 408, 1651]
rule [605, 1022, 1009, 1024]
article-body [1212, 758, 1544, 832]
paragraph: Συνήλθεν η επιτροπή διά την εξέτασιν των αποζημιώσεων. [1021, 952, 1198, 976]
table-cell: Αθήνων [138, 1640, 172, 1652]
paragraph: Η Ιερά Σύνοδος εξέδωσεν εγκύκλιον διά της οποίας καθορίζει τας απόψεις της Εκκλησίας επί του θέματος των θρησκευτικών γάμων. [1021, 610, 1198, 657]
masthead: ΕΛΕΥΘΕΡΙΑ [638, 55, 936, 101]
paragraph: ΚΟΡΙΝΘΟΣ, 19. Εγκρίθη η δαπάνη διά την επισκευήν των λουτρών Λουτρακίου. [421, 954, 593, 989]
table-cell: — [369, 1537, 376, 1549]
paragraph: Ο υπουργός ανεχώρησε διά Πάτρας. [1021, 1108, 1198, 1132]
paragraph: Εξ άλλου εις Αθήνας αι ενέργειαι του Συναγερμού προκαλούν εντύπωσιν. [421, 421, 674, 445]
table-cell: 1881 [138, 1516, 161, 1527]
paragraph: Η απόφασις αυτή ελήφθη κατόπιν αιτήσεως των εργαζομένων και του δήμου Θεσσαλονίκης. [812, 955, 1009, 990]
rule [421, 149, 1198, 150]
paragraph: Ο κ. Πιουριφόυ θα επιστρέψη εις Αθήνας εντός της προσεχούς εβδομάδος. [945, 348, 1198, 372]
table-header: Διαφορά [240, 1596, 277, 1607]
paragraph: Η πρότασις αυτή αναμένεται να προκαλέση αντιδράσεις εκ μέρους ορισμένων χωρών. [1383, 882, 1544, 918]
table-cell: 69.000 [176, 1580, 211, 1592]
paragraph: Ουδέν έγγραφον απεκρύβη από τας δικαστικάς αρχάς, τα δε έγγραφα τα οποία ευρίσκονται εις το αρχείον διετέθησαν πλήρως. [30, 719, 214, 766]
table-row [137, 1630, 279, 1640]
table-header: Διαφορά [369, 1504, 406, 1515]
table-cell: 500 [369, 1526, 387, 1538]
headline-bill: ΕΝΕΚΡΙΘΗ ΥΠΟ ΤΗΣ ΒΟΥΛΗΣ ΤΟ ΝΟΜΟΣΧΕΔΙΟΝ ΔΙΑ ΤΑ ΔΙΠΛΩΜΑΤΑ ΤΟΥ ΕΜΠΟΡΙΚΟΥ ΝΑΥΤΙΚΟΥ [620, 602, 995, 634]
rule [1212, 838, 1544, 840]
paragraph: Η υπόθεσις παρεπέμφθη εις την εισαγγελίαν η οποία ήρχισε την ανάκρισιν. Ο εισαγωγεύς είχε καταβάλει μεγάλα ποσά συναλλάγματος. [812, 832, 1009, 891]
market-subtitle: Κλείσιμον της Τρίτης 19 Φεβρουαρίου 1952 [151, 1486, 394, 1500]
market-title: ΤΟ ΧΡΗΜΑΤΙΣΤΗΡΙΟΝ [151, 1439, 394, 1487]
paragraph: Το θέμα της βοηθείας αποτελεί αντικείμενον συνεχών διαπραγματεύσεων, ο δε πρεσβευτής έχει λάβει οδηγίας να υποστηρίξη τας ελληνικάς θέσεις. [945, 274, 1198, 310]
table-cell: 250 [213, 1526, 231, 1538]
table-cell: 52.000 [176, 1570, 211, 1581]
paragraph: 1) Η Γαλλία αντιτάσσεται εις την δημιουργίαν Γερμανικού Εθνικού Στρατού. 2) Τα γερμανικά τμήματα θα ενταχθούν εις τον Ευρωπαϊκόν Στρατόν. [30, 1023, 214, 1082]
column-3-lower [605, 460, 1009, 1208]
headline-claims: Η ΑΠΟΠΟΜΠΕΙΣ ΤΩΝ ΑΝΤΑΛΛΑΞΙΜΩΝ [1052, 923, 1168, 948]
paragraph: Υπό την προεδρίαν του πρωθυπουργού κ. Ν. Πλαστήρα, έγινεν χθες η τελική συνεδρίασις της Επιτροπής διά την εξέτασιν του υπαλληλικού ζητήματος. [30, 218, 214, 276]
headline-france: ΕΙΣ ΤΗΝ ΓΑΛΛΙΑΝ ΔΕΝ ΑΠΟΘΑΡΡΥΝΟΝΤΑΙ [1232, 1147, 1354, 1172]
paragraph: 1) Να επιτευχθή η διακοπή των προσλήψεων και να μη πληρούνται αι κενούμεναι θέσεις. [30, 423, 214, 457]
rule [1212, 1037, 1544, 1039]
table-row [137, 1640, 279, 1651]
table-row [137, 1537, 253, 1548]
